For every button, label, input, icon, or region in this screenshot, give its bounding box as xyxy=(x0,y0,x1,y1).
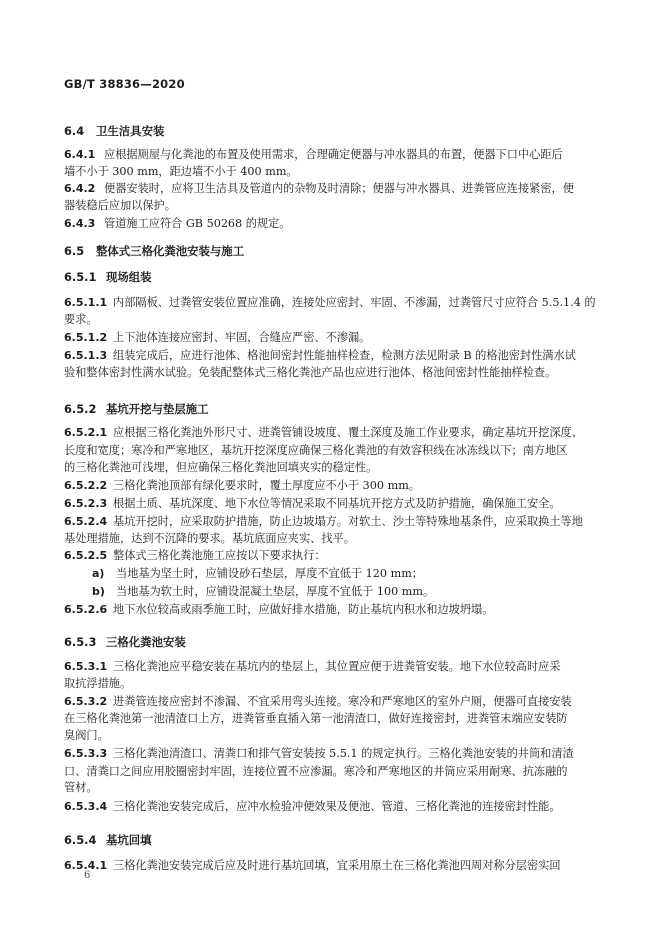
clause-number: b) xyxy=(92,585,105,598)
clause-number: 6.5.3.2 xyxy=(64,695,108,708)
clause-text: 基处理措施，达到不沉降的要求。基坑底面应夹实、找平。 xyxy=(64,532,355,545)
clause-number: a) xyxy=(92,567,105,580)
clause-number: 6.5.1.1 xyxy=(64,296,108,309)
heading-text: 基坑回填 xyxy=(106,833,152,847)
clause-text: 当地基为坚土时，应铺设砂石垫层，厚度不宜低于 120 mm； xyxy=(116,567,423,580)
clause-number: 6.5 xyxy=(64,244,85,258)
clause-text: 当地基为软土时，应铺设混凝土垫层，厚度不宜低于 100 mm。 xyxy=(116,585,435,598)
clause-text: 内部隔板、过粪管安装位置应准确，连接处应密封、牢固、不渗漏，过粪管尺寸应符合 5.5.1.4 的 xyxy=(113,296,596,309)
clause-number: 6.5.2.2 xyxy=(64,479,108,492)
heading-text: 基坑开挖与垫层施工 xyxy=(106,402,209,416)
clause-text: 在三格化粪池第一池清渣口上方，进粪管垂直插入第一池清渣口，做好连接密封，进粪管末端应安装防 xyxy=(64,712,568,725)
clause-text: 管材。 xyxy=(64,781,98,794)
clause-number: 6.5.1.3 xyxy=(64,349,108,362)
clause-text: 三格化粪池安装完成后，应冲水检验冲便效果及便池、管道、三格化粪池的连接密封性能。 xyxy=(113,800,561,813)
clause-text: 器装稳后应加以保护。 xyxy=(64,199,176,212)
clause-text: 三格化粪池顶部有绿化要求时，覆土厚度应不小于 300 mm。 xyxy=(113,479,420,492)
clause-number: 6.5.2.3 xyxy=(64,497,108,510)
clause-number: 6.5.4.1 xyxy=(64,859,108,872)
clause-text: 墙不小于 300 mm，距边墙不小于 400 mm。 xyxy=(64,165,298,178)
clause-number: 6.5.1 xyxy=(64,270,97,284)
clause-text: 应根据三格化粪池外形尺寸、进粪管铺设坡度、覆土深度及施工作业要求，确定基坑开挖深度、 xyxy=(113,426,583,439)
clause-number: 6.5.2.6 xyxy=(64,603,108,616)
clause-text: 长度和宽度；寒冷和严寒地区，基坑开挖深度应确保三格化粪池的有效容积线在冰冻线以下；南方地区 xyxy=(64,444,568,457)
clause-number: 6.4.2 xyxy=(64,182,96,195)
clause-number: 6.5.3.4 xyxy=(64,800,108,813)
clause-text: 的三格化粪池可浅埋，但应确保三格化粪池回填夹实的稳定性。 xyxy=(64,461,378,474)
clause-text: 整体式三格化粪池施工应按以下要求执行： xyxy=(113,549,326,562)
clause-text: 地下水位较高或雨季施工时，应做好排水措施，防止基坑内积水和边坡坍塌。 xyxy=(113,603,494,616)
clause-text: 便器安装时，应将卫生洁具及管道内的杂物及时清除；便器与冲水器具、进粪管应连接紧密，便 xyxy=(104,182,574,195)
clause-number: 6.5.2.4 xyxy=(64,515,108,528)
clause-number: 6.5.2.1 xyxy=(64,426,108,439)
clause-number: 6.4 xyxy=(64,124,85,138)
clause-text: 管道施工应符合 GB 50268 的规定。 xyxy=(104,217,291,230)
clause-number: 6.5.3.1 xyxy=(64,660,108,673)
clause-text: 根据土质、基坑深度、地下水位等情况采取不同基坑开挖方式及防护措施，确保施工安全。 xyxy=(113,497,561,510)
heading-text: 现场组装 xyxy=(106,270,152,284)
clause-text: 组装完成后，应进行池体、格池间密封性能抽样检查，检测方法见附录 B 的格池密封性满水试 xyxy=(113,349,576,362)
clause-number: 6.4.1 xyxy=(64,148,96,161)
heading-text: 整体式三格化粪池安装与施工 xyxy=(96,244,245,258)
clause-text: 验和整体密封性满水试验。免装配整体式三格化粪池产品也应进行池体、格池间密封性能抽样检查。 xyxy=(64,366,557,379)
clause-number: 6.5.4 xyxy=(64,833,97,847)
heading-text: 卫生洁具安装 xyxy=(96,124,165,138)
clause-text: 应根据厕屋与化粪池的布置及使用需求，合理确定便器与冲水器具的布置，便器下口中心距后 xyxy=(104,148,563,161)
clause-text: 三格化粪池安装完成后应及时进行基坑回填，宜采用原土在三格化粪池四周对称分层密实回 xyxy=(113,859,561,872)
clause-number: 6.4.3 xyxy=(64,217,96,230)
clause-text: 口、清粪口之间应用胶圈密封牢固，连接位置不应渗漏。寒冷和严寒地区的井筒应采用耐寒、抗冻融的 xyxy=(64,765,568,778)
standard-number-header: GB/T 38836—2020 xyxy=(64,77,185,91)
clause-text: 基坑开挖时，应采取防护措施，防止边坡塌方。对软土、沙土等特殊地基条件，应采取换土等地 xyxy=(113,515,583,528)
clause-text: 上下池体连接应密封、牢固，合缝应严密、不渗漏。 xyxy=(113,331,371,344)
clause-text: 臭阀门。 xyxy=(64,729,109,742)
heading-text: 三格化粪池安装 xyxy=(106,635,186,649)
page-number: 6 xyxy=(84,870,91,881)
clause-text: 三格化粪池应平稳安装在基坑内的垫层上，其位置应便于进粪管安装。地下水位较高时应采 xyxy=(113,660,561,673)
clause-number: 6.5.2.5 xyxy=(64,549,108,562)
clause-number: 6.5.1.2 xyxy=(64,331,108,344)
clause-text: 要求。 xyxy=(64,313,98,326)
clause-number: 6.5.2 xyxy=(64,402,97,416)
clause-text: 三格化粪池清渣口、清粪口和排气管安装按 5.5.1 的规定执行。三格化粪池安装的井筒和清渣 xyxy=(113,747,574,760)
clause-number: 6.5.3.3 xyxy=(64,747,108,760)
clause-text: 进粪管连接应密封不渗漏、不宜采用弯头连接。寒冷和严寒地区的室外户厕，便器可直接安装 xyxy=(113,695,572,708)
clause-text: 取抗浮措施。 xyxy=(64,677,132,690)
clause-number: 6.5.3 xyxy=(64,635,97,649)
